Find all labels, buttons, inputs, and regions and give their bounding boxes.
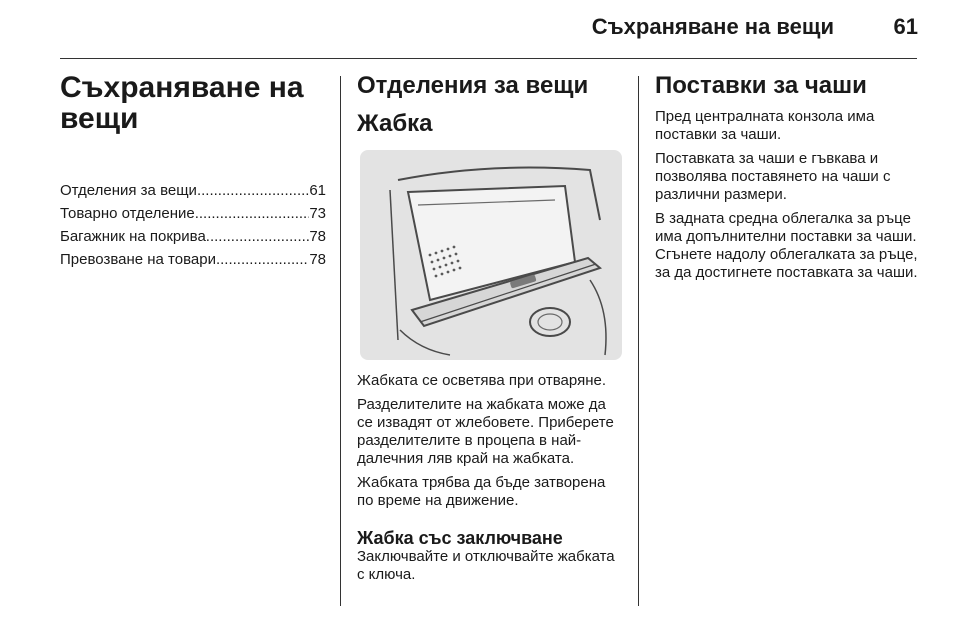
toc-entry[interactable] bbox=[60, 202, 326, 225]
glovebox-paragraph: Жабката трябва да бъде затворена по време на движение. bbox=[357, 474, 606, 509]
toc-dot-leader bbox=[197, 179, 309, 202]
toc-entry[interactable] bbox=[60, 225, 326, 248]
lockable-glovebox-paragraph: Заключвайте и отключвайте жабката с ключа. bbox=[357, 548, 615, 583]
section-title-cup-holders: Поставки за чаши bbox=[655, 72, 867, 99]
toc-entry[interactable] bbox=[60, 179, 326, 202]
page-number: 61 bbox=[893, 14, 918, 39]
toc-entry-label: Багажник на покрива bbox=[60, 228, 206, 245]
page-header-title: Съхраняване на вещи bbox=[591, 14, 834, 39]
section-title-storage-compartments: Отделения за вещи bbox=[357, 72, 589, 99]
toc-entry-page: 78 bbox=[309, 251, 326, 268]
toc-dot-leader bbox=[195, 202, 310, 225]
toc-dot-leader bbox=[216, 248, 309, 271]
glovebox-illustration bbox=[360, 150, 622, 360]
toc-entry-page: 78 bbox=[309, 228, 326, 245]
toc-entry-label: Товарно отделение bbox=[60, 205, 195, 222]
chapter-title: Съхраняване на вещи bbox=[60, 71, 304, 135]
toc-entry-page: 73 bbox=[309, 205, 326, 222]
table-of-contents bbox=[60, 179, 326, 271]
subsection-title-glovebox: Жабка bbox=[357, 110, 433, 137]
toc-entry-label: Превозване на товари bbox=[60, 251, 216, 268]
subsection-title-lockable-glovebox: Жабка със заключване bbox=[357, 528, 563, 548]
cup-holders-paragraph: Поставката за чаши е гъвкава и позволява поставянето на чаши с различни размери. bbox=[655, 150, 891, 203]
glovebox-paragraph: Жабката се осветява при отваряне. bbox=[357, 372, 606, 389]
toc-entry-page: 61 bbox=[309, 182, 326, 199]
cup-holders-paragraph: Пред централната конзола има поставки за чаши. bbox=[655, 108, 875, 143]
toc-entry-label: Отделения за вещи bbox=[60, 182, 197, 199]
header-rule bbox=[60, 58, 917, 59]
column-divider bbox=[638, 76, 639, 606]
toc-dot-leader bbox=[206, 225, 310, 248]
glovebox-paragraph: Разделителите на жабката може да се извадят от жлебовете. Приберете разделителите в процепа в най-далечния ляв край на жабката. bbox=[357, 396, 614, 467]
left-column bbox=[60, 72, 326, 271]
toc-entry[interactable] bbox=[60, 248, 326, 271]
right-column bbox=[655, 72, 920, 282]
cup-holders-paragraph: В задната средна облегалка за ръце има допълнителни поставки за чаши. Сгънете надолу облегалката за ръце, за да достигнете поставката за чаши. bbox=[655, 210, 918, 281]
column-divider bbox=[340, 76, 341, 606]
